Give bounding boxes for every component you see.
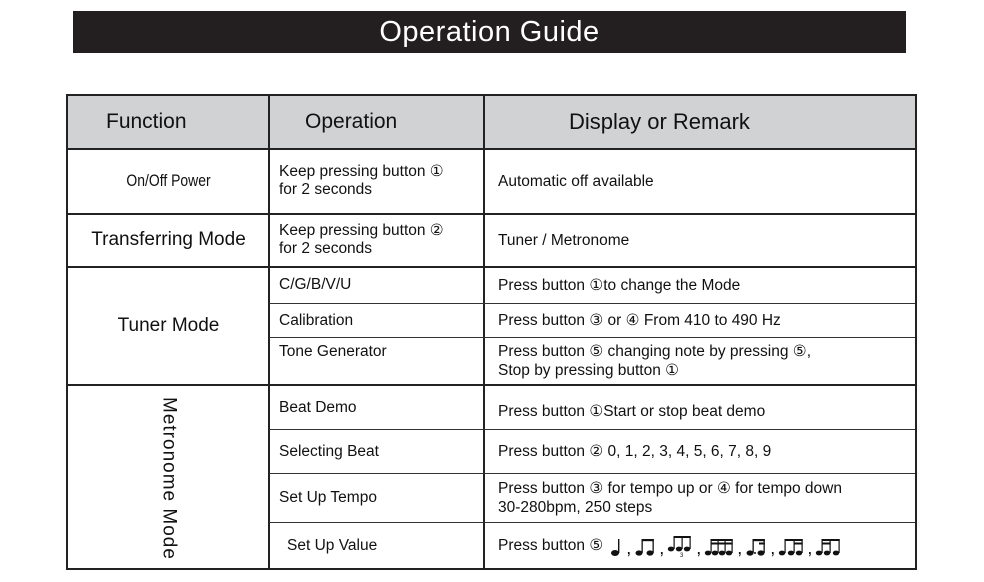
- remark-transfer-label: Tuner / Metronome: [498, 231, 630, 249]
- triplet-icon: [667, 534, 693, 558]
- dotted-eighth-sixteenth-icon: [745, 536, 767, 558]
- function-power: [86, 149, 251, 213]
- operation-beat-demo: [269, 385, 484, 429]
- remark-tuner-mode: [484, 267, 915, 303]
- header-remark-label: Display or Remark: [569, 109, 750, 134]
- operation-calibration: [269, 304, 484, 337]
- remark-label: Press button ①Start or stop beat demo: [498, 402, 766, 420]
- remark-label: Press button ⑤: [498, 537, 604, 554]
- remark-power: [484, 149, 915, 213]
- operation-transfer-label: Keep pressing button ② for 2 seconds: [279, 222, 444, 257]
- comma-separator: ,: [737, 537, 743, 558]
- remark-label: Press button ③ or ④ From 410 to 490 Hz: [498, 312, 781, 329]
- operation-power: [269, 149, 484, 213]
- header-operation: [269, 96, 484, 148]
- remark-set-up-tempo: [484, 474, 915, 522]
- operation-power-label: Keep pressing button ① for 2 seconds: [279, 163, 444, 198]
- svg-text:3: 3: [680, 552, 684, 558]
- operation-selecting-beat: [269, 430, 484, 473]
- remark-label: Press button ①to change the Mode: [498, 276, 741, 294]
- function-transfer-label: Transferring Mode: [91, 229, 246, 250]
- header-remark: [484, 96, 915, 148]
- function-power-label: On/Off Power: [126, 171, 211, 190]
- operation-tone-generator: [269, 338, 484, 384]
- remark-calibration: [484, 304, 915, 337]
- comma-separator: ,: [659, 537, 665, 558]
- remark-label: Press button ③ for tempo up or ④ for tempo down 30-280bpm, 250 steps: [498, 480, 842, 516]
- quarter-note-icon: [609, 536, 623, 558]
- eighth-notes-icon: [634, 536, 656, 558]
- function-metronome-label: Metronome Mode: [158, 396, 180, 560]
- operation-set-up-value: [269, 523, 484, 568]
- comma-separator: ,: [770, 537, 776, 558]
- operation-label: Calibration: [279, 311, 354, 329]
- header-operation-label: Operation: [305, 110, 398, 133]
- remark-beat-demo: [484, 385, 915, 429]
- comma-separator: ,: [696, 537, 702, 558]
- eighth-two-sixteenths-icon: [778, 536, 804, 558]
- sixteenth-notes-icon: [704, 536, 734, 558]
- function-transfer: [68, 214, 269, 266]
- remark-tone-generator: [484, 338, 915, 384]
- operation-label: Tone Generator: [279, 343, 387, 360]
- operation-set-up-tempo: [269, 474, 484, 522]
- operation-label: Set Up Tempo: [279, 489, 377, 506]
- remark-label: Press button ② 0, 1, 2, 3, 4, 5, 6, 7, 8, 9: [498, 443, 772, 460]
- header-function: [68, 96, 269, 148]
- remark-power-label: Automatic off available: [498, 172, 654, 190]
- operation-tuner-mode: [269, 267, 484, 303]
- two-sixteenths-eighth-icon: [815, 536, 841, 558]
- function-tuner-label: Tuner Mode: [117, 314, 220, 336]
- header-function-label: Function: [106, 110, 187, 133]
- remark-label: Press button ⑤ changing note by pressing ⑤, Stop by pressing button ①: [498, 343, 811, 379]
- page-title: Operation Guide: [379, 15, 600, 48]
- note-values: [609, 534, 841, 558]
- page-title-banner: [73, 11, 906, 53]
- function-metronome: [68, 385, 269, 571]
- operation-table: [66, 94, 917, 570]
- remark-selecting-beat: [484, 430, 915, 473]
- operation-transfer: [269, 214, 484, 266]
- remark-transfer: [484, 214, 915, 266]
- operation-label: Beat Demo: [279, 399, 357, 416]
- operation-label: Set Up Value: [287, 537, 378, 554]
- remark-set-up-value: [484, 523, 915, 568]
- operation-label: C/G/B/V/U: [279, 276, 352, 293]
- comma-separator: ,: [807, 537, 813, 558]
- comma-separator: ,: [626, 537, 632, 558]
- operation-label: Selecting Beat: [279, 442, 379, 460]
- function-tuner: [68, 267, 269, 384]
